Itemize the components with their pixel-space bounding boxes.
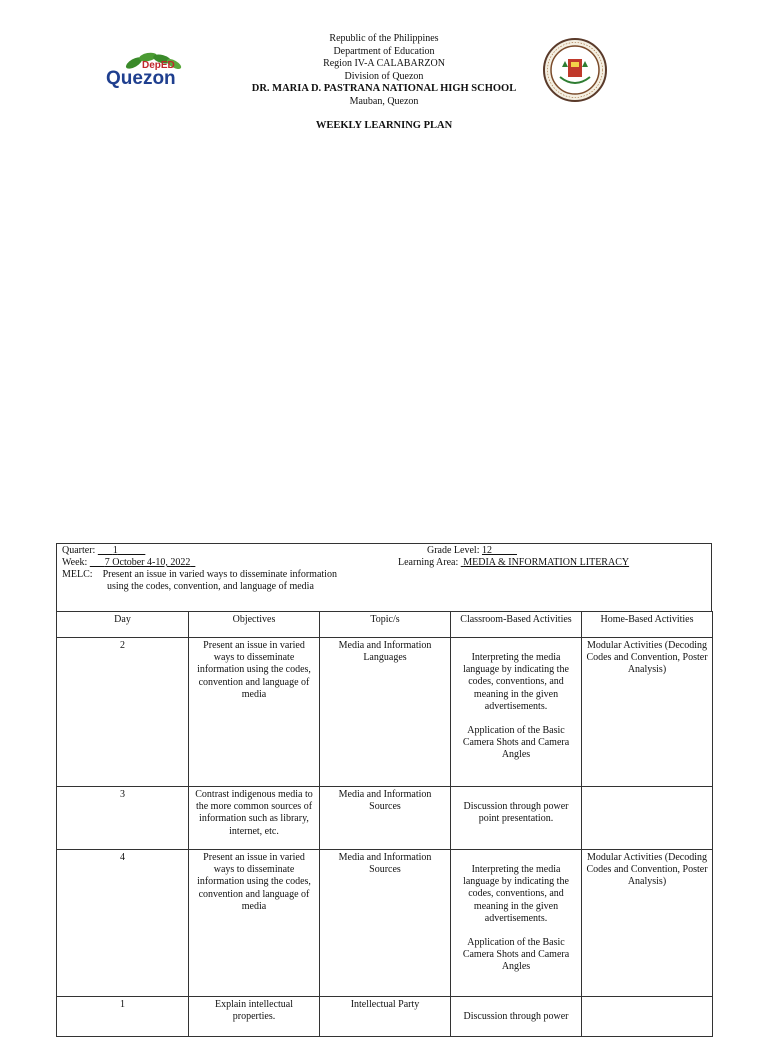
week-line xyxy=(62,557,195,569)
cell-classroom xyxy=(451,787,582,850)
cell-day: 3 xyxy=(57,787,189,850)
table-row xyxy=(57,787,713,850)
table-row xyxy=(57,638,713,787)
header-department: Department of Education xyxy=(333,45,435,57)
quarter-value: 1 xyxy=(112,545,118,556)
grade-line xyxy=(427,545,517,557)
table-header-row xyxy=(57,612,713,638)
cell-topics: Media and Information Sources xyxy=(320,787,451,850)
area-value: MEDIA & INFORMATION LITERACY xyxy=(463,557,630,568)
melc-label: MELC: xyxy=(62,569,93,580)
header-objectives: Objectives xyxy=(189,612,320,638)
grade-value: 12 xyxy=(481,545,492,556)
cell-topics: Intellectual Party xyxy=(320,997,451,1037)
cell-objectives: Present an issue in varied ways to disseminate information using the codes, convention and language of media xyxy=(189,638,320,787)
cell-classroom xyxy=(451,850,582,997)
header-classroom: Classroom-Based Activities xyxy=(451,612,582,638)
plan-info-block xyxy=(56,543,712,611)
header-home: Home-Based Activities xyxy=(582,612,713,638)
header-republic: Republic of the Philippines xyxy=(329,33,439,44)
cell-topics: Media and Information Languages xyxy=(320,638,451,787)
melc-text-line2: using the codes, convention, and language of media xyxy=(107,581,314,592)
cell-day: 4 xyxy=(57,850,189,997)
classroom-activity-2: Application of the Basic Camera Shots and Camera Angles xyxy=(462,725,570,761)
plan-title: WEEKLY LEARNING PLAN xyxy=(315,120,453,131)
header-day: Day xyxy=(57,612,189,638)
school-location: Mauban, Quezon xyxy=(349,95,419,107)
week-label: Week: xyxy=(62,557,88,568)
classroom-activity-1: Discussion through power xyxy=(463,1011,569,1022)
area-label: Learning Area: xyxy=(398,557,459,568)
cell-objectives: Present an issue in varied ways to disseminate information using the codes, convention and language of media xyxy=(189,850,320,997)
classroom-activity-2: Application of the Basic Camera Shots and Camera Angles xyxy=(462,937,570,973)
cell-objectives: Explain intellectual properties. xyxy=(189,997,320,1037)
classroom-activity-1: Interpreting the media language by indicating the codes, conventions, and meaning in the given advertisements. xyxy=(463,652,569,712)
cell-classroom xyxy=(451,638,582,787)
cell-home xyxy=(582,997,713,1037)
area-line xyxy=(398,557,629,569)
school-name: DR. MARIA D. PASTRANA NATIONAL HIGH SCHOOL xyxy=(251,83,517,94)
grade-label: Grade Level: xyxy=(427,545,480,556)
classroom-activity-1: Discussion through power point presentation. xyxy=(463,801,569,825)
header-topics: Topic/s xyxy=(320,612,451,638)
classroom-activity-1: Interpreting the media language by indicating the codes, conventions, and meaning in the given advertisements. xyxy=(463,864,569,924)
cell-classroom xyxy=(451,997,582,1037)
document-header xyxy=(0,33,768,133)
table-row xyxy=(57,997,713,1037)
cell-home xyxy=(582,787,713,850)
cell-objectives: Contrast indigenous media to the more common sources of information such as library, internet, etc. xyxy=(189,787,320,850)
week-value: 7 October 4-10, 2022 xyxy=(104,557,191,568)
cell-topics: Media and Information Sources xyxy=(320,850,451,997)
cell-day: 2 xyxy=(57,638,189,787)
cell-home: Modular Activities (Decoding Codes and Convention, Poster Analysis) xyxy=(582,638,713,787)
quarter-line xyxy=(62,545,145,557)
weekly-plan-table xyxy=(56,611,713,1037)
melc-line xyxy=(62,569,337,581)
cell-home: Modular Activities (Decoding Codes and Convention, Poster Analysis) xyxy=(582,850,713,997)
header-region: Region IV-A CALABARZON xyxy=(323,58,445,69)
melc-text-line1: Present an issue in varied ways to disseminate information xyxy=(102,569,337,580)
logo-small-text: DepED xyxy=(142,60,175,71)
header-division: Division of Quezon xyxy=(344,70,424,82)
logo-text: Quezon xyxy=(106,68,176,89)
quarter-label: Quarter: xyxy=(62,545,96,556)
cell-day: 1 xyxy=(57,997,189,1037)
table-row xyxy=(57,850,713,997)
